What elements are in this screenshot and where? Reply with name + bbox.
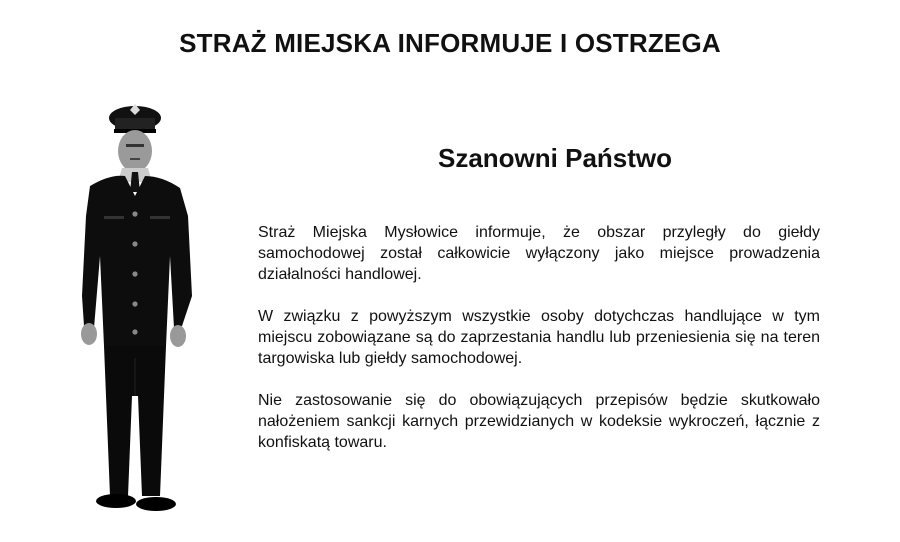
city-guard-officer-icon (70, 96, 220, 516)
notice-paragraph: W związku z powyższym wszystkie osoby dotychczas handlujące w tym miejscu zobowiązane są do zaprzestania handlu lub przeniesienia się na teren targowiska lub giełdy samochodowej. (258, 308, 820, 367)
greeting-heading: Szanowni Państwo (437, 143, 673, 173)
notice-body (258, 222, 820, 474)
notice-paragraph: Straż Miejska Mysłowice informuje, że obszar przyległy do giełdy samochodowej został całkowicie wyłączony jako miejsce prowadzenia działalności handlowej. (258, 224, 820, 283)
notice-paragraph: Nie zastosowanie się do obowiązujących przepisów będzie skutkowało nałożeniem sankcji karnych przewidzianych w kodeksie wykroczeń, łącznie z konfiskatą towaru. (258, 392, 820, 451)
page-title: STRAŻ MIEJSKA INFORMUJE I OSTRZEGA (179, 28, 721, 58)
